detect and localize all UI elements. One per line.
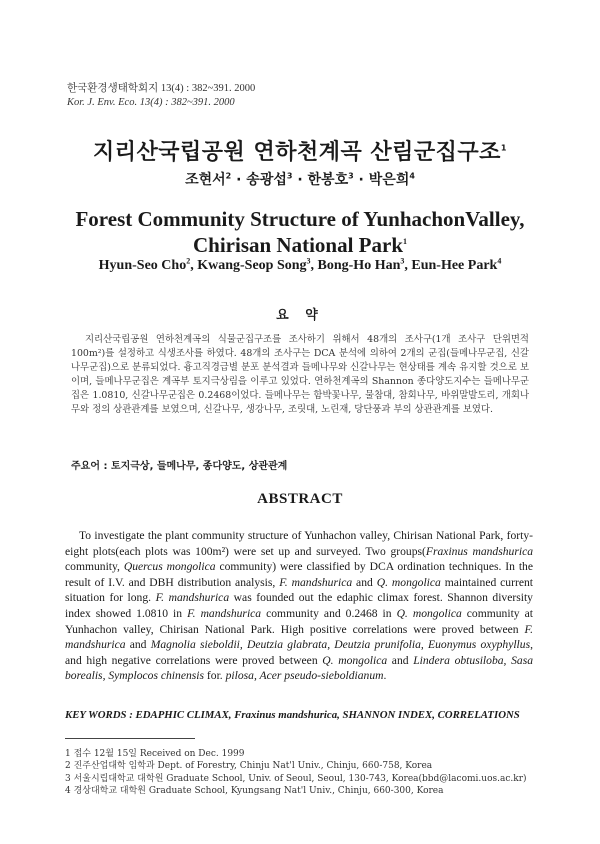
abstract-species-name: F. mandshurica: [155, 591, 230, 605]
author-ko: 조현서: [185, 172, 226, 188]
english-title-line-2: [0, 232, 600, 258]
korean-summary-text: 지리산국립공원 연하천계곡의 식물군집구조를 조사하기 위해서 48개의 조사구(1개 조사구 단위면적 100m²)를 설정하고 식생조사를 하였다. 48개의 조사구는 DCA 분석에 의하여 2개의 군집(들메나무군집, 신갈나무군집)으로 분류되었다. 흉고직경급별 분포 분석결과 들메나무와 신갈나무는 현상태를 계속 유지할 것으로 보이며, 들메나무군집은 계곡부 토지극상림을 이루고 있었다. 연하천계곡의 Shannon 종다양도지수는 들메나무군집은 1.0810, 신갈나무군집은 0.2468이었다. 들메나무는 함박꽃나무, 물참대, 참회나무, 바위말발도리, 개회나무와 정의 상관관계를 보였으며, 신갈나무, 생강나무, 조릿대, 노린재, 당단풍과 부의 상관관계를 보였다.: [71, 334, 529, 416]
abstract-fragment: community and 0.2468 in: [261, 606, 397, 620]
author-affiliation-mark: 2: [186, 256, 191, 266]
title-footnote-mark: 1: [500, 143, 507, 153]
english-title: [0, 206, 600, 258]
abstract-fragment: .: [383, 669, 387, 683]
abstract-fragment: for.: [204, 669, 226, 683]
abstract-species-name: Q. mongolica: [322, 653, 388, 667]
korean-summary: [71, 333, 529, 418]
author-affiliation-mark: 3: [306, 256, 311, 266]
english-abstract-text: [65, 528, 533, 684]
footnotes: [65, 748, 527, 798]
abstract-fragment: community,: [65, 560, 124, 574]
author-en: Bong-Ho Han: [317, 258, 401, 273]
journal-citation: [67, 82, 255, 110]
author-affiliation-mark: 4: [409, 171, 415, 181]
author-affiliation-mark: 3: [400, 256, 405, 266]
footnote-3: 3 서울시립대학교 대학원 Graduate School, Univ. of Seoul, Seoul, 130-743, Korea(bbd@lacomi.uos.ac.kr): [65, 773, 527, 784]
author-affiliation-mark: 3: [286, 171, 293, 181]
english-authors: Hyun-Seo Cho$^2$, Kwang-Seop Song$^3$, Bong-Ho Han$^3$, Eun-Hee Park$^4$: [98, 256, 502, 273]
english-abstract: [65, 528, 533, 684]
summary-heading: 요 약: [276, 308, 324, 323]
korean-title-text: 지리산국립공원 연하천계곡 산림군집구조: [93, 140, 501, 165]
korean-keywords: 주요어 : 토지극상, 들메나무, 종다양도, 상관관계: [71, 461, 288, 472]
english-keywords: KEY WORDS : EDAPHIC CLIMAX, Fraxinus mandshurica, SHANNON INDEX, CORRELATIONS: [65, 709, 520, 721]
author-ko: 송광섭: [246, 172, 287, 188]
author-ko: 박은희: [368, 172, 410, 188]
english-title-line-1: Forest Community Structure of YunhachonValley,: [75, 207, 525, 231]
journal-citation-ko: 한국환경생태학회지 13(4) : 382~391. 2000: [67, 83, 256, 94]
abstract-species-name: F. mandshurica: [279, 575, 353, 589]
author-en: Eun-Hee Park: [411, 258, 498, 273]
abstract-fragment: , and high negative correlations were proved between: [65, 638, 533, 667]
abstract-species-name: Q. mongolica: [376, 575, 441, 589]
author-ko: 한봉호: [307, 172, 349, 188]
abstract-species-name: pilosa, Acer pseudo-sieboldianum: [225, 669, 384, 683]
abstract-species-name: Fraxinus mandshurica: [425, 544, 534, 558]
abstract-species-name: Magnolia sieboldii, Deutzia glabrata, Deutzia prunifolia, Euonymus oxyphyllus: [150, 638, 531, 652]
footnote-1: 1 접수 12월 15일 Received on Dec. 1999: [65, 749, 245, 759]
english-title-line-2-text: Chirisan National Park: [192, 233, 404, 257]
author-affiliation-mark: 2: [225, 171, 232, 181]
korean-title: [0, 135, 600, 166]
author-affiliation-mark: 4: [497, 256, 502, 266]
abstract-fragment: maintained current situation for long.: [65, 575, 533, 605]
title-footnote-mark: 1: [403, 237, 408, 246]
abstract-fragment: community at Yunhachon valley, Chirisan National Park. High positive correlations were proved between: [65, 606, 533, 636]
footnote-2: 2 진주산업대학 임학과 Dept. of Forestry, Chinju Nat'l Univ., Chinju, 660-758, Korea: [65, 761, 433, 772]
abstract-species-name: F. mandshurica: [187, 606, 262, 620]
abstract-fragment: and: [387, 653, 414, 667]
abstract-fragment: To investigate the plant community structure of Yunhachon valley, Chirisan National Park, forty-eight plots(each plots was 100m²) were set up and surveyed. Two groups(: [65, 529, 533, 558]
abstract-fragment: and: [125, 638, 151, 652]
author-affiliation-mark: 3: [348, 171, 354, 181]
abstract-species-name: Lindera obtusiloba, Sasa borealis, Symplocos chinensis: [65, 653, 534, 683]
author-en: Kwang-Seop Song: [197, 258, 307, 273]
korean-authors: 조현서$^2$ · 송광섭$^3$ · 한봉호$^3$ · 박은희$^4$: [185, 171, 415, 188]
abstract-species-name: F. mandshurica: [65, 622, 533, 652]
author-en: Hyun-Seo Cho: [98, 258, 187, 273]
footnote-divider: [65, 738, 195, 739]
abstract-species-name: Q. mongolica: [396, 606, 462, 620]
abstract-fragment: community) were classified by DCA ordination techniques. In the result of I.V. and DBH distribution analysis,: [65, 560, 534, 589]
abstract-heading: ABSTRACT: [257, 491, 343, 507]
abstract-fragment: and: [352, 575, 377, 589]
abstract-fragment: was founded out the edaphic climax forest. Shannon diversity index showed 1.0810 in: [65, 591, 533, 620]
abstract-species-name: Quercus mongolica: [123, 560, 216, 574]
footnote-4: 4 경상대학교 대학원 Graduate School, Kyungsang Nat'l Univ., Chinju, 660-300, Korea: [65, 786, 444, 797]
journal-citation-en: Kor. J. Env. Eco. 13(4) : 382~391. 2000: [67, 97, 235, 108]
